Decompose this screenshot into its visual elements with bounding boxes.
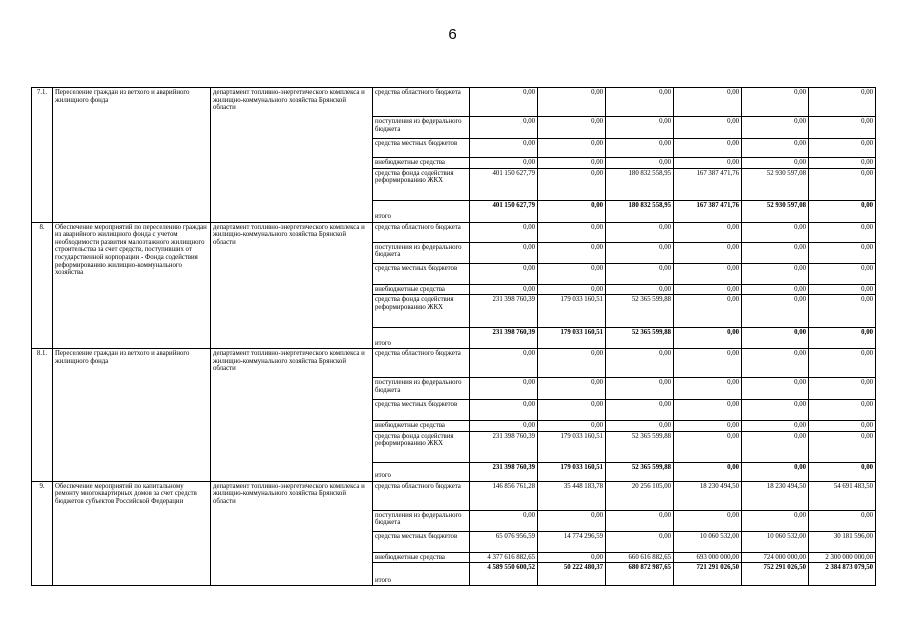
amount-cell: 0,00	[742, 295, 809, 328]
funding-source: средства фонда содействия реформированию ЖКХ	[373, 295, 470, 328]
amount-cell: 0,00	[809, 242, 876, 263]
amount-cell: 179 033 160,51	[538, 328, 606, 349]
amount-cell: 0,00	[606, 242, 674, 263]
amount-cell: 0,00	[742, 284, 809, 295]
amount-cell: 0,00	[809, 421, 876, 432]
amount-cell: 401 150 627,79	[470, 168, 538, 200]
amount-cell: 0,00	[809, 139, 876, 158]
amount-cell: 0,00	[674, 431, 742, 462]
amount-cell: 179 033 160,51	[538, 431, 606, 462]
amount-cell: 0,00	[606, 421, 674, 432]
amount-cell: 0,00	[606, 510, 674, 531]
amount-cell: 30 181 596,00	[809, 531, 876, 552]
amount-cell: 4 377 616 882,65	[470, 552, 538, 563]
funding-source: средства местных бюджетов	[373, 139, 470, 158]
funding-source: внебюджетные средства	[373, 158, 470, 169]
amount-cell: 0,00	[674, 139, 742, 158]
amount-cell: 0,00	[674, 462, 742, 481]
amount-cell: 35 448 183,78	[538, 481, 606, 510]
table-row	[32, 222, 876, 242]
amount-cell: 752 291 026,50	[742, 563, 809, 586]
funding-source: средства местных бюджетов	[373, 263, 470, 284]
amount-cell: 0,00	[674, 510, 742, 531]
amount-cell: 54 691 483,50	[809, 481, 876, 510]
table-row	[32, 481, 876, 510]
amount-cell: 2 300 000 000,00	[809, 552, 876, 563]
funding-source: внебюджетные средства	[373, 421, 470, 432]
amount-cell: 0,00	[809, 378, 876, 400]
amount-cell: 660 616 882,65	[606, 552, 674, 563]
amount-cell: 0,00	[742, 431, 809, 462]
responsible-department: департамент топливно-энергетического комплекса и жилищно-коммунального хозяйства Брянской области	[211, 481, 373, 586]
amount-cell: 0,00	[538, 88, 606, 117]
funding-source: поступления из федерального бюджета	[373, 117, 470, 139]
funding-table	[31, 87, 876, 586]
measure-description: Переселение граждан из ветхого и аварийного жилищного фонда	[53, 349, 211, 482]
amount-cell: 0,00	[674, 222, 742, 242]
table-row	[32, 88, 876, 117]
funding-source: итого	[373, 200, 470, 222]
amount-cell: 0,00	[742, 88, 809, 117]
amount-cell: 231 398 760,39	[470, 462, 538, 481]
amount-cell: 0,00	[809, 328, 876, 349]
amount-cell: 179 033 160,51	[538, 295, 606, 328]
amount-cell: 0,00	[809, 462, 876, 481]
page-number: 6	[448, 26, 457, 43]
amount-cell: 680 872 987,65	[606, 563, 674, 586]
amount-cell: 52 365 599,88	[606, 295, 674, 328]
amount-cell: 180 832 558,95	[606, 168, 674, 200]
amount-cell: 724 000 000,00	[742, 552, 809, 563]
amount-cell: 0,00	[809, 295, 876, 328]
amount-cell: 0,00	[674, 88, 742, 117]
amount-cell: 0,00	[742, 462, 809, 481]
amount-cell: 50 222 480,37	[538, 563, 606, 586]
amount-cell: 231 398 760,39	[470, 295, 538, 328]
funding-source: средства областного бюджета	[373, 88, 470, 117]
amount-cell: 2 384 873 079,50	[809, 563, 876, 586]
amount-cell: 52 365 599,88	[606, 328, 674, 349]
amount-cell: 0,00	[674, 284, 742, 295]
amount-cell: 0,00	[538, 242, 606, 263]
amount-cell: 0,00	[606, 139, 674, 158]
funding-source: поступления из федерального бюджета	[373, 378, 470, 400]
amount-cell: 0,00	[538, 421, 606, 432]
amount-cell: 0,00	[674, 349, 742, 378]
responsible-department: департамент топливно-энергетического комплекса и жилищно-коммунального хозяйства Брянской области	[211, 88, 373, 223]
amount-cell: 693 000 000,00	[674, 552, 742, 563]
amount-cell: 0,00	[606, 88, 674, 117]
amount-cell: 0,00	[470, 222, 538, 242]
amount-cell: 0,00	[538, 552, 606, 563]
amount-cell: 0,00	[538, 158, 606, 169]
amount-cell: 0,00	[742, 222, 809, 242]
amount-cell: 10 060 532,00	[742, 531, 809, 552]
amount-cell: 0,00	[742, 117, 809, 139]
amount-cell: 0,00	[538, 263, 606, 284]
amount-cell: 0,00	[538, 117, 606, 139]
amount-cell: 14 774 296,59	[538, 531, 606, 552]
amount-cell: 0,00	[538, 349, 606, 378]
amount-cell: 0,00	[674, 421, 742, 432]
amount-cell: 180 832 558,95	[606, 200, 674, 222]
funding-source: средства областного бюджета	[373, 222, 470, 242]
amount-cell: 0,00	[809, 222, 876, 242]
row-index: 7.1.	[32, 88, 53, 223]
funding-source: внебюджетные средства	[373, 284, 470, 295]
funding-source: средства фонда содействия реформированию ЖКХ	[373, 168, 470, 200]
amount-cell: 0,00	[809, 200, 876, 222]
amount-cell: 0,00	[538, 200, 606, 222]
amount-cell: 0,00	[742, 158, 809, 169]
amount-cell: 0,00	[606, 400, 674, 421]
amount-cell: 0,00	[742, 263, 809, 284]
funding-source: внебюджетные средства	[373, 552, 470, 563]
amount-cell: 401 150 627,79	[470, 200, 538, 222]
amount-cell: 0,00	[809, 168, 876, 200]
funding-source: поступления из федерального бюджета	[373, 242, 470, 263]
row-index: 8.	[32, 222, 53, 349]
amount-cell: 0,00	[809, 510, 876, 531]
amount-cell: 231 398 760,39	[470, 431, 538, 462]
amount-cell: 0,00	[742, 400, 809, 421]
amount-cell: 0,00	[809, 263, 876, 284]
amount-cell: 0,00	[809, 431, 876, 462]
funding-source: средства фонда содействия реформированию ЖКХ	[373, 431, 470, 462]
amount-cell: 10 060 532,00	[674, 531, 742, 552]
amount-cell: 0,00	[674, 242, 742, 263]
measure-description: Обеспечение мероприятий по переселению граждан из аварийного жилищного фонда с учетом необходимости развития малоэтажного жилищного строительства за счет средств, поступивших от государственной корпорации - Фонда содействия реформированию жилищно-коммунального хозяйства	[53, 222, 211, 349]
amount-cell: 0,00	[538, 400, 606, 421]
amount-cell: 0,00	[470, 349, 538, 378]
amount-cell: 0,00	[674, 158, 742, 169]
amount-cell: 0,00	[470, 242, 538, 263]
funding-source: поступления из федерального бюджета	[373, 510, 470, 531]
amount-cell: 18 230 494,50	[674, 481, 742, 510]
amount-cell: 0,00	[538, 378, 606, 400]
amount-cell: 20 256 105,00	[606, 481, 674, 510]
amount-cell: 52 930 597,08	[742, 168, 809, 200]
funding-source: средства областного бюджета	[373, 481, 470, 510]
amount-cell: 0,00	[538, 168, 606, 200]
amount-cell: 0,00	[742, 421, 809, 432]
funding-source: средства местных бюджетов	[373, 531, 470, 552]
amount-cell: 0,00	[470, 158, 538, 169]
amount-cell: 0,00	[470, 263, 538, 284]
amount-cell: 4 589 550 600,52	[470, 563, 538, 586]
amount-cell: 0,00	[674, 295, 742, 328]
amount-cell: 0,00	[470, 421, 538, 432]
amount-cell: 65 076 956,59	[470, 531, 538, 552]
amount-cell: 52 365 599,88	[606, 431, 674, 462]
amount-cell: 0,00	[538, 510, 606, 531]
amount-cell: 0,00	[470, 117, 538, 139]
amount-cell: 0,00	[470, 88, 538, 117]
amount-cell: 0,00	[606, 349, 674, 378]
amount-cell: 0,00	[742, 139, 809, 158]
amount-cell: 18 230 494,50	[742, 481, 809, 510]
amount-cell: 0,00	[809, 400, 876, 421]
amount-cell: 0,00	[470, 378, 538, 400]
amount-cell: 179 033 160,51	[538, 462, 606, 481]
amount-cell: 167 387 471,76	[674, 168, 742, 200]
amount-cell: 0,00	[470, 139, 538, 158]
amount-cell: 0,00	[742, 328, 809, 349]
amount-cell: 0,00	[742, 242, 809, 263]
amount-cell: 167 387 471,76	[674, 200, 742, 222]
amount-cell: 0,00	[606, 531, 674, 552]
amount-cell: 0,00	[809, 284, 876, 295]
measure-description: Переселение граждан из ветхого и аварийного жилищного фонда	[53, 88, 211, 223]
amount-cell: 0,00	[606, 263, 674, 284]
funding-source: итого	[373, 462, 470, 481]
amount-cell: 52 930 597,08	[742, 200, 809, 222]
amount-cell: 0,00	[809, 88, 876, 117]
amount-cell: 146 856 761,28	[470, 481, 538, 510]
amount-cell: 0,00	[809, 349, 876, 378]
responsible-department: департамент топливно-энергетического комплекса и жилищно-коммунального хозяйства Брянской области	[211, 349, 373, 482]
amount-cell: 721 291 026,50	[674, 563, 742, 586]
amount-cell: 0,00	[674, 400, 742, 421]
funding-table-body	[32, 88, 876, 586]
row-index: 9.	[32, 481, 53, 586]
amount-cell: 0,00	[742, 349, 809, 378]
amount-cell: 0,00	[674, 263, 742, 284]
amount-cell: 0,00	[809, 117, 876, 139]
amount-cell: 52 365 599,88	[606, 462, 674, 481]
funding-source: итого	[373, 563, 470, 586]
table-row	[32, 349, 876, 378]
amount-cell: 0,00	[674, 378, 742, 400]
funding-source: итого	[373, 328, 470, 349]
funding-source: средства областного бюджета	[373, 349, 470, 378]
amount-cell: 0,00	[742, 378, 809, 400]
amount-cell: 0,00	[809, 158, 876, 169]
amount-cell: 0,00	[606, 284, 674, 295]
amount-cell: 0,00	[538, 139, 606, 158]
amount-cell: 0,00	[538, 222, 606, 242]
amount-cell: 0,00	[538, 284, 606, 295]
amount-cell: 0,00	[606, 117, 674, 139]
amount-cell: 0,00	[470, 400, 538, 421]
measure-description: Обеспечение мероприятий по капитальному ремонту многоквартирных домов за счет средств бюджетов субъектов Российской Федерации	[53, 481, 211, 586]
amount-cell: 0,00	[606, 158, 674, 169]
row-index: 8.1.	[32, 349, 53, 482]
amount-cell: 0,00	[606, 378, 674, 400]
responsible-department: департамент топливно-энергетического комплекса и жилищно-коммунального хозяйства Брянской области	[211, 222, 373, 349]
amount-cell: 231 398 760,39	[470, 328, 538, 349]
amount-cell: 0,00	[470, 284, 538, 295]
amount-cell: 0,00	[674, 117, 742, 139]
amount-cell: 0,00	[606, 222, 674, 242]
amount-cell: 0,00	[674, 328, 742, 349]
funding-source: средства местных бюджетов	[373, 400, 470, 421]
amount-cell: 0,00	[742, 510, 809, 531]
amount-cell: 0,00	[470, 510, 538, 531]
